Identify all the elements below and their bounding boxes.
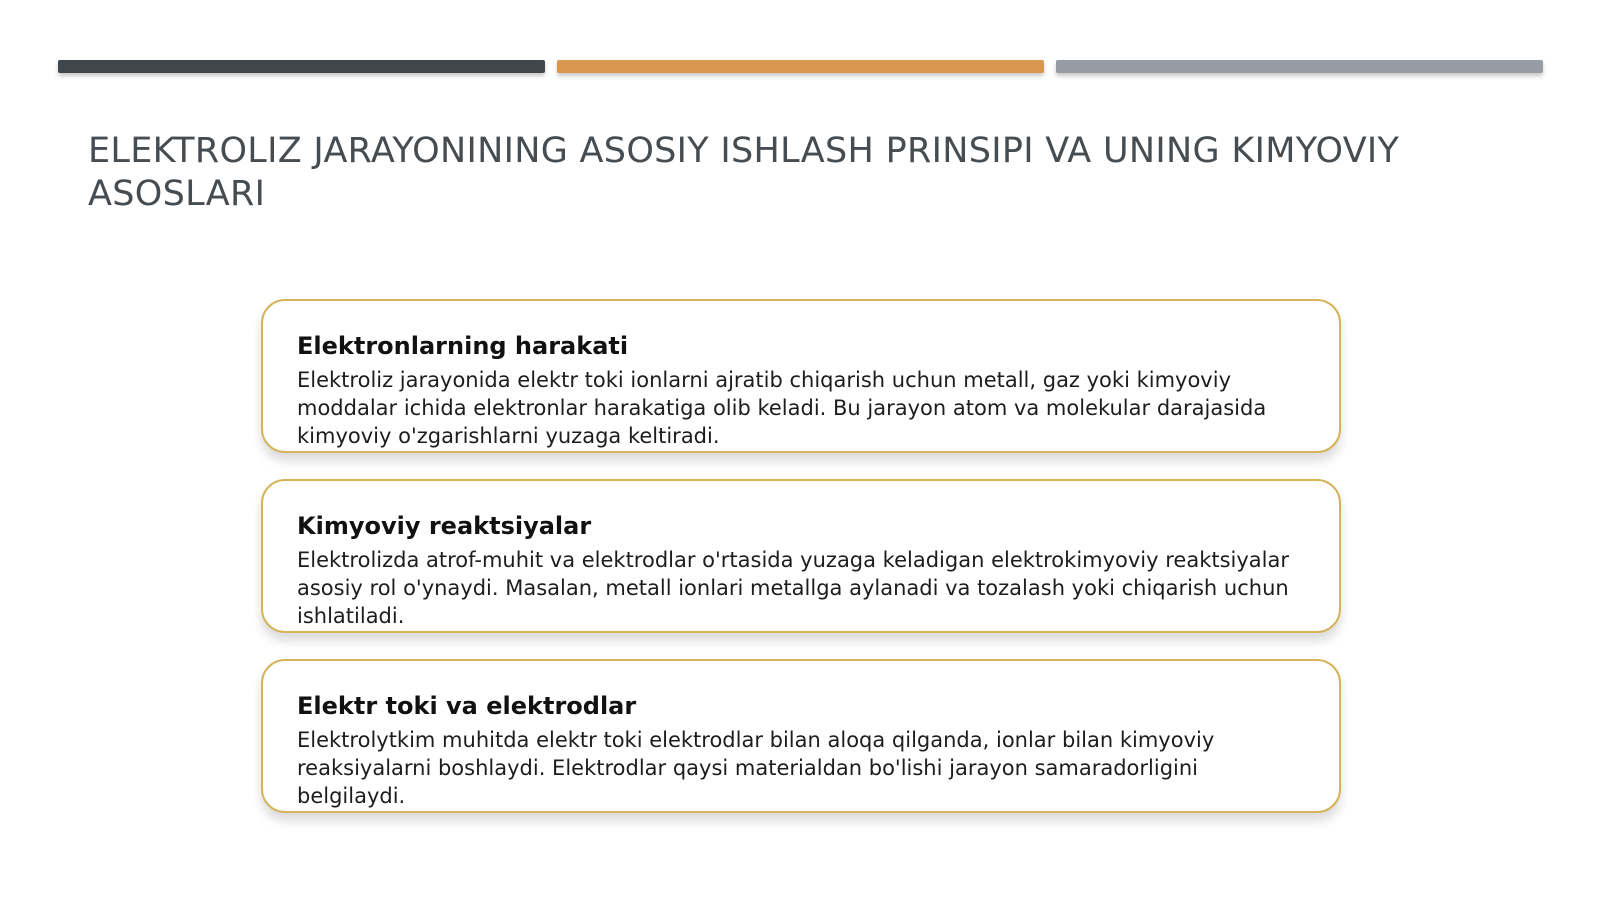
- info-card: [261, 479, 1341, 633]
- card-heading: Elektr toki va elektrodlar: [297, 692, 637, 720]
- info-card: [261, 659, 1341, 813]
- card-heading: Kimyoviy reaktsiyalar: [297, 512, 592, 540]
- card-text: Elektrolizda atrof-muhit va elektrodlar o'rtasida yuzaga keladigan elektrokimyoviy reaktsiyalar asosiy rol o'ynaydi. Masalan, metall ionlari metallga aylanadi va tozalash yoki chiqarish uchun ishlatiladi.: [297, 548, 1290, 628]
- accent-bar-gray: [1056, 60, 1543, 73]
- card-heading: Elektronlarning harakati: [297, 332, 629, 360]
- card-text: Elektroliz jarayonida elektr toki ionlarni ajratib chiqarish uchun metall, gaz yoki kimyoviy moddalar ichida elektronlar harakatiga olib keladi. Bu jarayon atom va molekular darajasida kimyoviy o'zgarishlarni yuzaga keltiradi.: [297, 368, 1267, 448]
- accent-bar-dark: [58, 60, 545, 73]
- accent-bar-orange: [557, 60, 1044, 73]
- slide-title: ELEKTROLIZ JARAYONINING ASOSIY ISHLASH PRINSIPI VA UNING KIMYOVIY ASOSLARI: [88, 131, 1400, 214]
- info-card: [261, 299, 1341, 453]
- card-text: Elektrolytkim muhitda elektr toki elektrodlar bilan aloqa qilganda, ionlar bilan kimyoviy reaksiyalarni boshlaydi. Elektrodlar qaysi materialdan bo'lishi jarayon samaradorligini belgilaydi.: [297, 728, 1215, 808]
